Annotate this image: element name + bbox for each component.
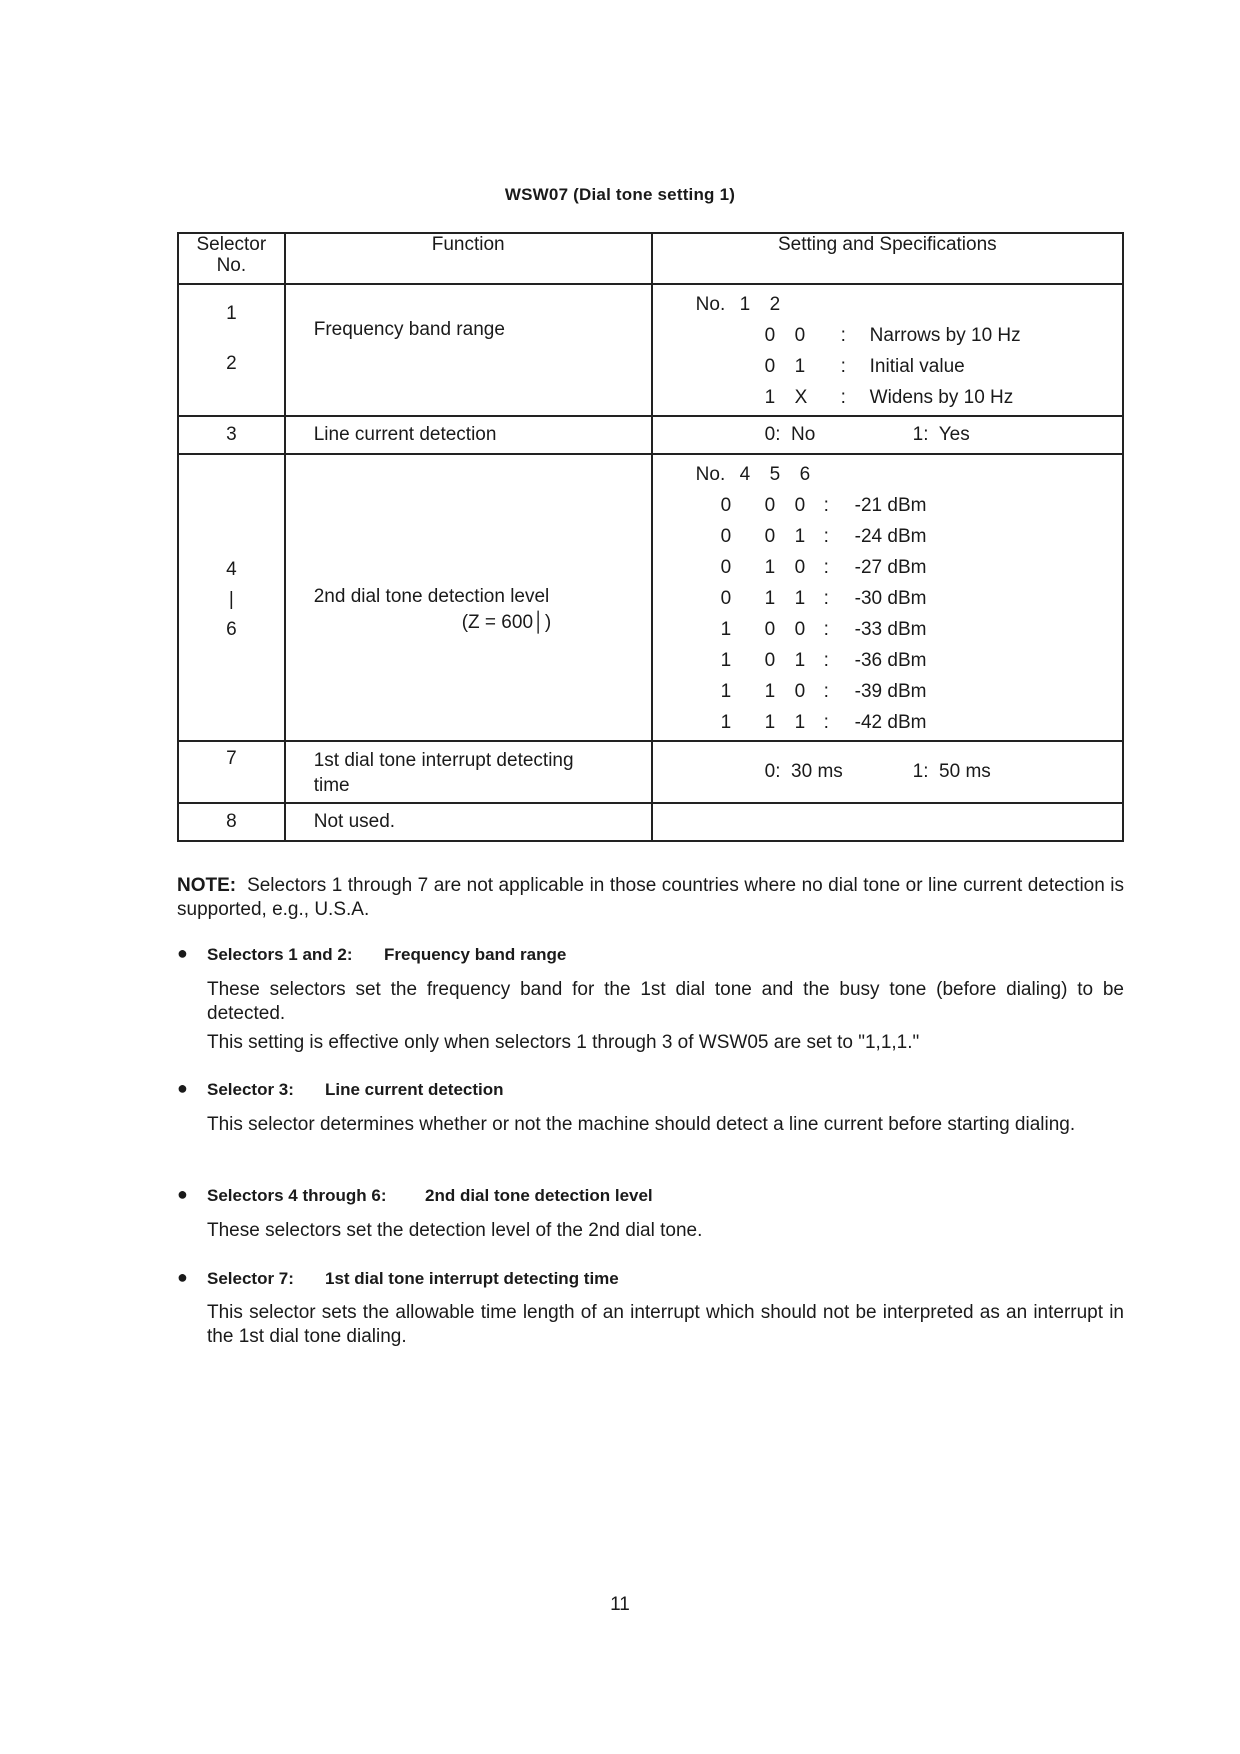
function-cell xyxy=(285,741,652,803)
setting-row xyxy=(653,583,1122,614)
setting-cell xyxy=(652,454,1123,741)
bit-value: 1 xyxy=(720,619,732,640)
separator: : xyxy=(823,712,829,733)
header-function: Function xyxy=(285,233,652,284)
setting-row xyxy=(653,382,1122,413)
bit-header-label: No. xyxy=(695,294,726,315)
separator: : xyxy=(823,681,829,702)
bullet-title: Frequency band range xyxy=(384,945,567,964)
bit-value: 0 xyxy=(794,681,806,702)
bit-value: 0 xyxy=(720,526,732,547)
bit-value: 0 xyxy=(764,495,776,516)
setting-description: -42 dBm xyxy=(854,712,927,733)
bit-value: 1 xyxy=(764,712,776,733)
bit-header-col: 2 xyxy=(769,294,781,315)
bullet-icon: ● xyxy=(177,1078,188,1098)
option-0: 0: 30 ms xyxy=(764,761,843,782)
function-label: Line current detection xyxy=(285,416,652,454)
bit-value: 0 xyxy=(794,325,806,346)
bit-value: 1 xyxy=(764,681,776,702)
bit-value: 1 xyxy=(794,650,806,671)
setting-cell xyxy=(652,416,1123,454)
bit-value: 1 xyxy=(764,387,776,408)
bit-value: 1 xyxy=(720,712,732,733)
bit-header-col: 6 xyxy=(799,464,811,485)
function-label: 2nd dial tone detection level xyxy=(313,586,550,607)
bit-value: 0 xyxy=(794,619,806,640)
header-selector-line2: No. xyxy=(216,255,247,276)
setting-row xyxy=(653,351,1122,382)
option-0: 0: No xyxy=(764,424,816,445)
table-row-dial-level xyxy=(178,454,1123,741)
bit-value: 0 xyxy=(764,619,776,640)
note-text: Selectors 1 through 7 are not applicable in those countries where no dial tone or line current detection is supported, e.g., U.S.A. xyxy=(177,875,1124,920)
bit-header-row xyxy=(653,289,1122,320)
bullet-selector: Selector 7: xyxy=(207,1269,294,1288)
separator: : xyxy=(840,387,846,408)
table-header-row xyxy=(178,233,1123,284)
bit-value: 1 xyxy=(764,588,776,609)
option-1: 1: 50 ms xyxy=(912,761,991,782)
function-label: 1st dial tone interrupt detecting xyxy=(313,750,574,771)
bit-header-col: 5 xyxy=(769,464,781,485)
bit-value: 0 xyxy=(764,650,776,671)
setting-cell xyxy=(652,284,1123,416)
selector-cell xyxy=(178,741,285,803)
bit-value: 1 xyxy=(764,557,776,578)
bit-header-label: No. xyxy=(695,464,726,485)
bullet-paragraph: This selector sets the allowable time length of an interrupt which should not be interpreted as an interrupt in the 1st dial tone dialing. xyxy=(207,1302,1124,1347)
bit-value: 1 xyxy=(720,650,732,671)
selector-number: 4 xyxy=(226,559,237,580)
table-row-frequency xyxy=(178,284,1123,416)
bit-header-col: 1 xyxy=(739,294,751,315)
bit-value: X xyxy=(794,387,808,408)
setting-description: -39 dBm xyxy=(854,681,927,702)
header-selector-line1: Selector xyxy=(196,234,267,255)
bullet-title: Line current detection xyxy=(325,1080,504,1099)
bullet-icon: ● xyxy=(177,1267,188,1287)
selector-number: 1 xyxy=(226,303,237,324)
separator: : xyxy=(823,526,829,547)
page-title: WSW07 (Dial tone setting 1) xyxy=(504,185,736,204)
setting-cell xyxy=(652,741,1123,803)
separator: : xyxy=(823,650,829,671)
selector-number: 6 xyxy=(226,619,237,640)
bullet-title: 1st dial tone interrupt detecting time xyxy=(325,1269,619,1288)
table-row-interrupt xyxy=(178,741,1123,803)
bit-value: 1 xyxy=(720,681,732,702)
selector-number: 7 xyxy=(226,748,237,769)
selector-number: 2 xyxy=(226,353,237,374)
table-row-line-current xyxy=(178,416,1123,454)
bullet-selector: Selectors 4 through 6: xyxy=(207,1186,387,1205)
bit-value: 1 xyxy=(794,526,806,547)
bullet-paragraph: These selectors set the frequency band for the 1st dial tone and the busy tone (before dialing) to be detected. xyxy=(207,979,1124,1024)
setting-description: -30 dBm xyxy=(854,588,927,609)
selector-number: 8 xyxy=(178,803,285,841)
bit-value: 1 xyxy=(794,588,806,609)
setting-description: -27 dBm xyxy=(854,557,927,578)
bit-value: 0 xyxy=(764,526,776,547)
separator: : xyxy=(823,619,829,640)
switch-settings-table xyxy=(177,232,1124,842)
setting-row xyxy=(653,490,1122,521)
selector-range-bar: | xyxy=(228,589,234,610)
bullet-paragraph: This setting is effective only when selectors 1 through 3 of WSW05 are set to "1,1,1." xyxy=(207,1032,920,1053)
note-label: NOTE: xyxy=(177,875,237,896)
bullet-title: 2nd dial tone detection level xyxy=(425,1186,653,1205)
bullet-icon: ● xyxy=(177,1184,188,1204)
bullet-selector: Selector 3: xyxy=(207,1080,294,1099)
bit-value: 0 xyxy=(720,588,732,609)
setting-cell-empty xyxy=(652,803,1123,841)
separator: : xyxy=(823,588,829,609)
bullet-paragraph: This selector determines whether or not the machine should detect a line current before starting dialing. xyxy=(207,1114,1076,1135)
bullet-selector: Selectors 1 and 2: xyxy=(207,945,353,964)
separator: : xyxy=(840,356,846,377)
header-setting: Setting and Specifications xyxy=(652,233,1123,284)
bullet-paragraph: These selectors set the detection level of the 2nd dial tone. xyxy=(207,1220,703,1241)
separator: : xyxy=(823,557,829,578)
selector-cell xyxy=(178,454,285,741)
setting-description: -21 dBm xyxy=(854,495,927,516)
setting-description: Widens by 10 Hz xyxy=(869,387,1014,408)
setting-row xyxy=(653,676,1122,707)
setting-row xyxy=(653,707,1122,738)
setting-row xyxy=(653,614,1122,645)
bit-value: 1 xyxy=(794,356,806,377)
bit-value: 0 xyxy=(720,557,732,578)
table-row-unused xyxy=(178,803,1123,841)
option-1: 1: Yes xyxy=(912,424,970,445)
bit-header-col: 4 xyxy=(739,464,751,485)
separator: : xyxy=(840,325,846,346)
impedance-note: (Z = 600│) xyxy=(461,612,552,633)
setting-description: -36 dBm xyxy=(854,650,927,671)
bit-value: 0 xyxy=(794,495,806,516)
bit-value: 0 xyxy=(764,356,776,377)
setting-description: Initial value xyxy=(869,356,965,377)
function-label: Frequency band range xyxy=(313,319,505,340)
setting-row xyxy=(653,645,1122,676)
note-paragraph xyxy=(177,874,1124,922)
setting-description: -33 dBm xyxy=(854,619,927,640)
bit-value: 0 xyxy=(764,325,776,346)
header-selector xyxy=(178,233,285,284)
bit-value: 0 xyxy=(720,495,732,516)
selector-cell xyxy=(178,284,285,416)
function-label: Not used. xyxy=(285,803,652,841)
selector-number: 3 xyxy=(178,416,285,454)
setting-row xyxy=(653,320,1122,351)
bit-header-row xyxy=(653,459,1122,490)
bit-value: 1 xyxy=(794,712,806,733)
setting-row xyxy=(653,552,1122,583)
setting-row xyxy=(653,521,1122,552)
bullet-icon: ● xyxy=(177,943,188,963)
function-label: time xyxy=(313,775,350,796)
page-number: 11 xyxy=(610,1594,630,1615)
function-cell xyxy=(285,284,652,416)
separator: : xyxy=(823,495,829,516)
setting-description: Narrows by 10 Hz xyxy=(869,325,1021,346)
setting-description: -24 dBm xyxy=(854,526,927,547)
bit-value: 0 xyxy=(794,557,806,578)
function-cell xyxy=(285,454,652,741)
